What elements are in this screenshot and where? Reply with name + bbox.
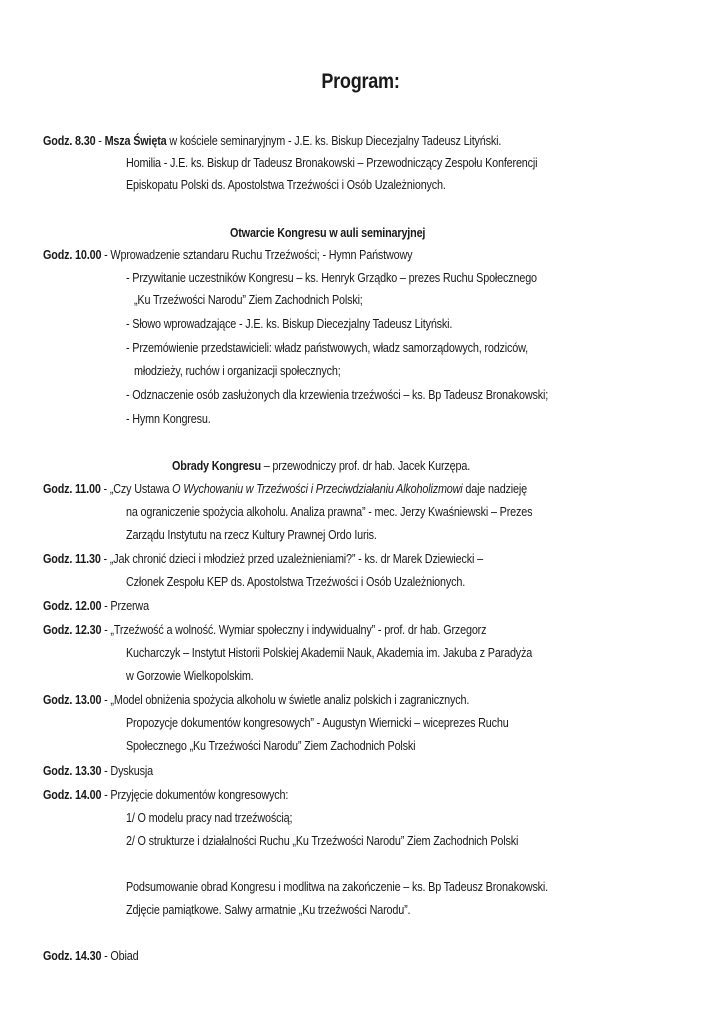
event-italic-title: O Wychowaniu w Trzeźwości i Przeciwdziałaniu Alkoholizmowi [172, 482, 463, 496]
separator: - [95, 134, 105, 148]
event-text: 2/ O strukturze i działalności Ruchu „Ku Trzeźwości Narodu” Ziem Zachodnich Polski [126, 834, 519, 848]
event-text: młodzieży, ruchów i organizacji społecznych; [134, 364, 341, 378]
section-heading [172, 458, 470, 474]
page-title [0, 70, 721, 94]
schedule-line [43, 787, 288, 803]
event-text: - Odznaczenie osób zasłużonych dla krzewienia trzeźwości – ks. Bp Tadeusz Bronakowski; [126, 388, 549, 402]
event-text: - Przywitanie uczestników Kongresu – ks. Henryk Grządko – prezes Ruchu Społecznego [126, 271, 537, 285]
event-text: - Przemówienie przedstawicieli: władz państwowych, władz samorządowych, rodziców, [126, 341, 529, 355]
event-text: - Przyjęcie dokumentów kongresowych: [101, 788, 289, 802]
event-text: Społecznego „Ku Trzeźwości Narodu” Ziem Zachodnich Polski [126, 739, 416, 753]
event-text: Kucharczyk – Instytut Historii Polskiej Akademii Nauk, Akademia im. Jakuba z Paradyża [126, 646, 533, 660]
event-text: - Obiad [101, 949, 139, 963]
event-text: Zarządu Instytutu na rzecz Kultury Prawnej Ordo Iuris. [126, 528, 377, 542]
time-label: Godz. 8.30 [43, 134, 96, 148]
event-text: - Przerwa [101, 599, 149, 613]
event-text: w Gorzowie Wielkopolskim. [126, 669, 254, 683]
schedule-line [43, 481, 527, 497]
event-text: Członek Zespołu KEP ds. Apostolstwa Trzeźwości i Osób Uzależnionych. [126, 575, 466, 589]
event-text: „Ku Trzeźwości Narodu” Ziem Zachodnich Polski; [134, 293, 363, 307]
schedule-line [43, 763, 153, 779]
event-text: - „Model obniżenia spożycia alkoholu w świetle analiz polskich i zagranicznych. [101, 693, 470, 707]
time-label: Godz. 14.00 [43, 788, 102, 802]
event-text: Homilia - J.E. ks. Biskup dr Tadeusz Bronakowski – Przewodniczący Zespołu Konferencji [126, 156, 538, 170]
schedule-line [43, 948, 138, 964]
section-heading: Otwarcie Kongresu w auli seminaryjnej [230, 226, 426, 240]
event-text: Propozycje dokumentów kongresowych” - Augustyn Wiernicki – wiceprezes Ruchu [126, 716, 509, 730]
time-label: Godz. 10.00 [43, 248, 102, 262]
event-text: - Hymn Kongresu. [126, 412, 211, 426]
schedule-line [43, 247, 412, 263]
time-label: Godz. 12.00 [43, 599, 102, 613]
event-text: 1/ O modelu pracy nad trzeźwością; [126, 811, 293, 825]
section-heading-title: Obrady Kongresu [172, 459, 261, 473]
event-text: - „Trzeźwość a wolność. Wymiar społeczny i indywidualny” - prof. dr hab. Grzegorz [101, 623, 487, 637]
time-label: Godz. 11.30 [43, 552, 101, 566]
time-label: Godz. 12.30 [43, 623, 102, 637]
event-text: - „Jak chronić dzieci i młodzież przed uzależnieniami?” - ks. dr Marek Dziewiecki – [100, 552, 483, 566]
schedule-line [43, 133, 501, 149]
event-text: Podsumowanie obrad Kongresu i modlitwa na zakończenie – ks. Bp Tadeusz Bronakowski. [126, 880, 549, 894]
event-text: Zdjęcie pamiątkowe. Salwy armatnie „Ku trzeźwości Narodu”. [126, 903, 411, 917]
event-title: Msza Święta [104, 134, 167, 148]
event-text: - „Czy Ustawa [100, 482, 173, 496]
time-label: Godz. 13.30 [43, 764, 102, 778]
event-text: - Słowo wprowadzające - J.E. ks. Biskup Diecezjalny Tadeusz Lityński. [126, 317, 453, 331]
event-text: na ograniczenie spożycia alkoholu. Analiza prawna” - mec. Jerzy Kwaśniewski – Prezes [126, 505, 533, 519]
time-label: Godz. 13.00 [43, 693, 102, 707]
time-label: Godz. 14.30 [43, 949, 102, 963]
schedule-line [43, 622, 486, 638]
schedule-line [43, 551, 483, 567]
event-text: - Dyskusja [101, 764, 153, 778]
event-text: daje nadzieję [462, 482, 527, 496]
schedule-line [43, 692, 469, 708]
event-text: Episkopatu Polski ds. Apostolstwa Trzeźwości i Osób Uzależnionych. [126, 178, 446, 192]
time-label: Godz. 11.00 [43, 482, 101, 496]
schedule-line [43, 598, 149, 614]
event-text: w kościele seminaryjnym - J.E. ks. Biskup Diecezjalny Tadeusz Lityński. [166, 134, 502, 148]
section-heading-text: – przewodniczy prof. dr hab. Jacek Kurzępa. [260, 459, 471, 473]
event-text: - Wprowadzenie sztandaru Ruchu Trzeźwości; - Hymn Państwowy [101, 248, 413, 262]
page-title-text: Program: [321, 70, 400, 93]
